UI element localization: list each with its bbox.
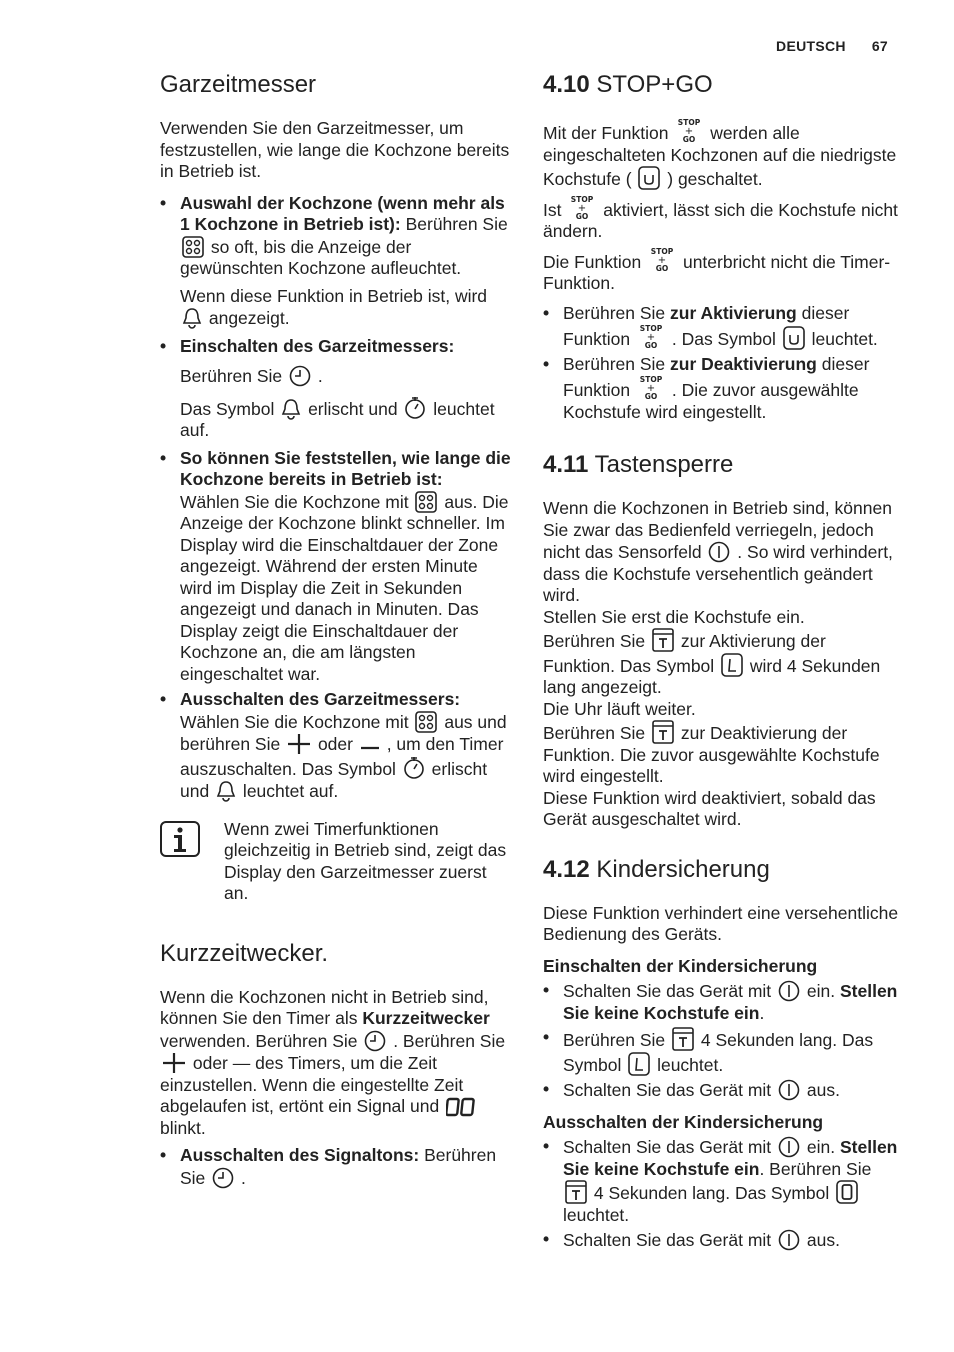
level-l-icon	[626, 1055, 652, 1075]
paragraph: Mit der Funktion STOP + GO werden alle eingeschalteten Kochzonen auf die niedrigste Kochstufe ( ) geschaltet.	[543, 118, 897, 189]
subheading: Einschalten der Kindersicherung	[543, 955, 818, 976]
zone-select-icon	[413, 712, 439, 732]
paragraph: Die Uhr läuft weiter.	[543, 698, 696, 719]
level-u-icon	[636, 169, 662, 189]
list-item: • Ausschalten des Garzeitmessers: Wählen Sie die Kochzone mit aus und berühren Sie oder , um den Timer auszuschalten. Das Symbol erlischt und leuchtet auf.	[160, 689, 514, 803]
bell-icon	[279, 399, 303, 419]
bell-icon	[180, 308, 204, 328]
paragraph: Die Funktion STOP + GO unterbricht nicht die Timer-Funktion.	[543, 246, 891, 293]
list-item: • Schalten Sie das Gerät mit aus.	[543, 1079, 899, 1102]
stop-go-icon	[566, 194, 598, 221]
lock-key-icon	[650, 723, 676, 743]
paragraph: Berühren Sie zur Aktivierung der Funktion. Das Symbol wird 4 Sekunden lang angezeigt.	[543, 631, 881, 697]
paragraph: Wenn diese Funktion in Betrieb ist, wird angezeigt.	[180, 285, 488, 328]
lock-key-icon	[563, 1183, 589, 1203]
zone-select-icon	[413, 492, 439, 512]
list-item: • Ausschalten des Signaltons: Berühren Sie .	[160, 1145, 514, 1189]
section-title-kurzzeitwecker: Kurzzeitwecker.	[160, 939, 329, 967]
left-column	[160, 70, 514, 1192]
svg-text:GO: GO	[644, 392, 658, 401]
svg-text:GO: GO	[576, 211, 589, 221]
svg-text:+: +	[646, 332, 656, 343]
power-icon	[706, 542, 732, 562]
paragraph: Ist STOP + GO aktiviert, lässt sich die Kochstufe nicht ändern.	[543, 194, 898, 241]
plus-icon	[160, 1053, 188, 1073]
plus-icon	[285, 734, 313, 754]
power-icon	[776, 1137, 802, 1157]
svg-text:GO: GO	[683, 135, 696, 144]
stop-go-icon	[673, 118, 705, 144]
lock-key-icon	[670, 1030, 696, 1050]
subheading: Ausschalten der Kindersicherung	[543, 1111, 824, 1132]
zone-select-icon	[180, 237, 206, 257]
list-item: • Schalten Sie das Gerät mit aus.	[543, 1229, 899, 1252]
note-text: Wenn zwei Timerfunktionen gleichzeitig in Betrieb sind, zeigt das Display den Garzeitmesser zuerst an.	[224, 818, 507, 903]
paragraph: Diese Funktion wird deaktiviert, sobald das Gerät ausgeschaltet wird.	[543, 787, 876, 829]
svg-text:STOP: STOP	[639, 324, 663, 333]
list-item: • Berühren Sie 4 Sekunden lang. Das Symbol leuchtet.	[543, 1027, 899, 1076]
paragraph: Wenn die Kochzonen nicht in Betrieb sind, können Sie den Timer als Kurzzeitwecker verwenden. Berühren Sie . Berühren Sie oder — des Timers, um die Zeit einzustellen. Wenn die eingestellte Zeit abgelaufen ist, ertönt ein Signal und blinkt.	[160, 986, 506, 1138]
list-item: • Schalten Sie das Gerät mit ein. Stellen Sie keine Kochstufe ein. Berühren Sie 4 Sekunden lang. Das Symbol leuchtet.	[543, 1136, 899, 1226]
right-column	[543, 70, 899, 1255]
info-note	[160, 819, 514, 905]
svg-text:+: +	[646, 383, 656, 394]
page-header	[776, 38, 888, 54]
section-title-4-11: 4.11 Tastensperre	[543, 451, 734, 478]
page-number: 67	[871, 38, 888, 54]
paragraph: Diese Funktion verhindert eine versehentliche Bedienung des Geräts.	[543, 902, 899, 944]
info-icon	[160, 821, 200, 863]
list-item: • Einschalten des Garzeitmessers:	[160, 336, 514, 358]
section-title-4-10: 4.10 STOP+GO	[543, 71, 713, 98]
list-item: • Schalten Sie das Gerät mit ein. Stellen Sie keine Kochstufe ein.	[543, 980, 899, 1024]
lock-key-icon	[650, 631, 676, 651]
header-language: DEUTSCH	[776, 38, 846, 54]
paragraph: Berühren Sie .	[180, 366, 323, 386]
minus-icon	[358, 734, 382, 754]
svg-text:+: +	[685, 126, 694, 137]
power-icon	[776, 1080, 802, 1100]
level-0-icon	[834, 1183, 860, 1203]
stop-go-icon	[646, 246, 678, 273]
list-item: • Auswahl der Kochzone (wenn mehr als 1 Kochzone in Betrieb ist): Berühren Sie so oft, bis die Anzeige der gewünschten Kochzone aufleuchtet.	[160, 193, 514, 280]
stop-go-icon	[635, 375, 667, 401]
section-title-garzeitmesser: Garzeitmesser	[160, 71, 317, 98]
bell-icon	[214, 781, 238, 801]
svg-text:STOP: STOP	[571, 194, 594, 204]
level-u-icon	[781, 329, 807, 349]
svg-text:STOP: STOP	[678, 118, 701, 127]
paragraph: Berühren Sie zur Deaktivierung der Funktion. Die zuvor ausgewählte Kochstufe wird eingestellt.	[543, 723, 880, 786]
svg-text:+: +	[578, 202, 587, 214]
display-00-icon	[444, 1096, 478, 1116]
paragraph: Stellen Sie erst die Kochstufe ein.	[543, 606, 805, 627]
paragraph: Wenn die Kochzonen in Betrieb sind, können Sie zwar das Bedienfeld verriegeln, jedoch nicht das Sensorfeld . So wird verhindert, dass die Kochstufe versehentlich geändert wird.	[543, 498, 893, 605]
svg-text:GO: GO	[644, 341, 658, 350]
timer-icon	[402, 399, 428, 419]
svg-text:GO: GO	[655, 263, 669, 273]
clock-icon	[362, 1031, 388, 1051]
list-item: • So können Sie feststellen, wie lange die Kochzone bereits in Betrieb ist: Wählen Sie die Kochzone mit aus. Die Anzeige der Kochzone blinkt schneller. Im Display wird die Einschaltdauer der Zone angezeigt. Während der ersten Minute wird im Display die Zeit in Sekunden angezeigt und danach in Minuten. Das Display zeigt die Einschaltdauer der Kochzone an, die am längsten eingeschaltet war.	[160, 448, 514, 686]
power-icon	[776, 981, 802, 1001]
svg-text:STOP: STOP	[650, 246, 674, 256]
power-icon	[776, 1230, 802, 1250]
svg-text:+: +	[657, 254, 667, 266]
level-l-icon	[719, 656, 745, 676]
list-item: • Berühren Sie zur Aktivierung dieser Funktion STOP + GO . Das Symbol leuchtet.	[543, 303, 899, 351]
svg-text:STOP: STOP	[639, 375, 663, 384]
stop-go-icon	[635, 324, 667, 350]
section-title-4-12: 4.12 Kindersicherung	[543, 855, 770, 883]
paragraph: Verwenden Sie den Garzeitmesser, um festzustellen, wie lange die Kochzone bereits in Betrieb ist.	[160, 118, 510, 181]
clock-icon	[210, 1168, 236, 1188]
clock-icon	[287, 366, 313, 386]
paragraph: Das Symbol erlischt und leuchtet auf.	[180, 398, 495, 440]
list-item: • Berühren Sie zur Deaktivierung dieser Funktion STOP + GO . Die zuvor ausgewählte Kochstufe wird eingestellt.	[543, 354, 899, 424]
timer-icon	[401, 759, 427, 779]
